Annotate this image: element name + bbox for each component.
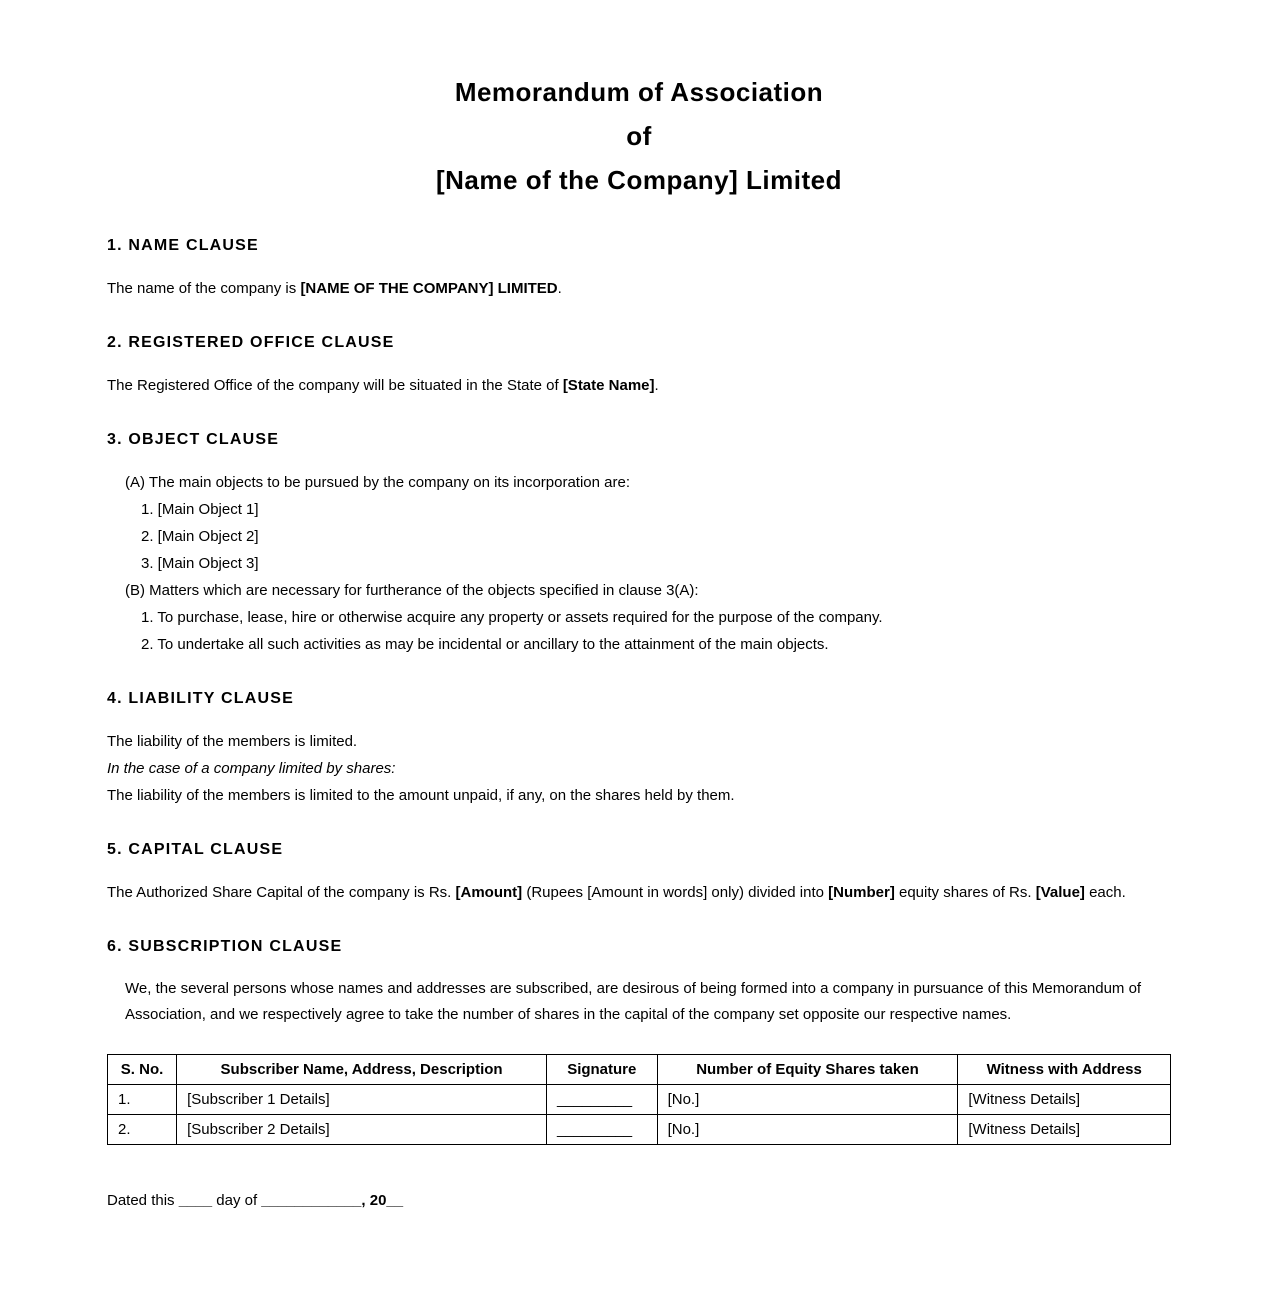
signature-line: _________ bbox=[557, 1091, 633, 1108]
amount-placeholder: [Amount] bbox=[455, 884, 523, 901]
row1-subscriber: [Subscriber 1 Details] bbox=[177, 1085, 547, 1115]
row1-sno: 1. bbox=[108, 1085, 177, 1115]
title-line-2: of bbox=[626, 121, 652, 151]
object-clause-heading: 3. OBJECT CLAUSE bbox=[107, 431, 280, 448]
row2-witness: [Witness Details] bbox=[958, 1115, 1171, 1145]
registered-office-suffix: . bbox=[654, 377, 659, 394]
title-line-3: [Name of the Company] Limited bbox=[436, 165, 842, 195]
section-registered-office-clause bbox=[107, 333, 1171, 399]
subscription-clause-text: We, the several persons whose names and addresses are subscribed, are desirous of being formed into a company in pursuance of this Memorandum of Association, and we respectively agree to take the number of shares in the capital of the company set opposite our respective names. bbox=[125, 980, 1142, 1023]
capital-seg-5: equity shares of Rs. bbox=[894, 884, 1036, 901]
subscriber-table-header-row bbox=[108, 1055, 1171, 1085]
header-sno: S. No. bbox=[108, 1055, 177, 1085]
registered-office-heading: 2. REGISTERED OFFICE CLAUSE bbox=[107, 334, 395, 351]
liability-line-2-italic: In the case of a company limited by shares: bbox=[107, 760, 396, 777]
title-line-1: Memorandum of Association bbox=[454, 77, 824, 107]
main-object-item-1: 1. [Main Object 1] bbox=[141, 501, 259, 518]
section-capital-clause bbox=[107, 840, 1171, 906]
signature-line: _________ bbox=[557, 1121, 633, 1138]
document-title-block bbox=[107, 70, 1171, 202]
row1-signature bbox=[547, 1085, 658, 1115]
number-placeholder: [Number] bbox=[828, 884, 895, 901]
dated-seg-3: day of bbox=[212, 1192, 262, 1209]
state-name-placeholder: [State Name] bbox=[562, 377, 655, 394]
subscriber-table bbox=[107, 1054, 1171, 1145]
dated-month-blank: ____________ bbox=[261, 1192, 362, 1209]
main-object-item-2: 2. [Main Object 2] bbox=[141, 528, 259, 545]
row2-shares: [No.] bbox=[657, 1115, 958, 1145]
name-clause-heading: 1. NAME CLAUSE bbox=[107, 237, 259, 254]
name-clause-text bbox=[107, 275, 1171, 302]
dated-day-blank: ____ bbox=[178, 1192, 213, 1209]
row1-witness: [Witness Details] bbox=[958, 1085, 1171, 1115]
header-subscriber: Subscriber Name, Address, Description bbox=[177, 1055, 547, 1085]
ancillary-object-item-2: 2. To undertake all such activities as may be incidental or ancillary to the attainment of the main objects. bbox=[141, 636, 829, 653]
name-clause-suffix: . bbox=[557, 280, 562, 297]
dated-year-blank: , 20__ bbox=[361, 1192, 404, 1209]
dated-seg-1: Dated this bbox=[107, 1192, 179, 1209]
capital-clause-text bbox=[107, 879, 1171, 906]
section-liability-clause bbox=[107, 689, 1171, 809]
header-shares: Number of Equity Shares taken bbox=[657, 1055, 958, 1085]
row2-subscriber: [Subscriber 2 Details] bbox=[177, 1115, 547, 1145]
row2-sno: 2. bbox=[108, 1115, 177, 1145]
section-subscription-clause bbox=[107, 937, 1171, 1145]
dated-line bbox=[107, 1187, 1171, 1214]
object-clause-part-a-intro: (A) The main objects to be pursued by the company on its incorporation are: bbox=[125, 474, 630, 491]
name-clause-prefix: The name of the company is bbox=[107, 280, 301, 297]
table-row bbox=[108, 1115, 1171, 1145]
capital-seg-1: The Authorized Share Capital of the company is Rs. bbox=[107, 884, 456, 901]
liability-line-1: The liability of the members is limited. bbox=[107, 733, 358, 750]
liability-line-3: The liability of the members is limited to the amount unpaid, if any, on the shares held by them. bbox=[107, 787, 735, 804]
header-witness: Witness with Address bbox=[958, 1055, 1171, 1085]
row2-signature bbox=[547, 1115, 658, 1145]
object-clause-part-b-intro: (B) Matters which are necessary for furtherance of the objects specified in clause 3(A): bbox=[125, 582, 699, 599]
main-object-item-3: 3. [Main Object 3] bbox=[141, 555, 259, 572]
table-row bbox=[108, 1085, 1171, 1115]
company-name-placeholder: [NAME OF THE COMPANY] LIMITED bbox=[300, 280, 558, 297]
header-signature: Signature bbox=[547, 1055, 658, 1085]
section-object-clause bbox=[107, 430, 1171, 658]
value-placeholder: [Value] bbox=[1035, 884, 1085, 901]
capital-seg-7: each. bbox=[1084, 884, 1126, 901]
row1-shares: [No.] bbox=[657, 1085, 958, 1115]
registered-office-text bbox=[107, 372, 1171, 399]
liability-clause-heading: 4. LIABILITY CLAUSE bbox=[107, 690, 294, 707]
capital-seg-3: (Rupees [Amount in words] only) divided into bbox=[522, 884, 829, 901]
capital-clause-heading: 5. CAPITAL CLAUSE bbox=[107, 841, 284, 858]
section-name-clause bbox=[107, 236, 1171, 302]
registered-office-prefix: The Registered Office of the company will be situated in the State of bbox=[107, 377, 563, 394]
ancillary-object-item-1: 1. To purchase, lease, hire or otherwise acquire any property or assets required for the purpose of the company. bbox=[141, 609, 883, 626]
subscription-clause-heading: 6. SUBSCRIPTION CLAUSE bbox=[107, 938, 343, 955]
